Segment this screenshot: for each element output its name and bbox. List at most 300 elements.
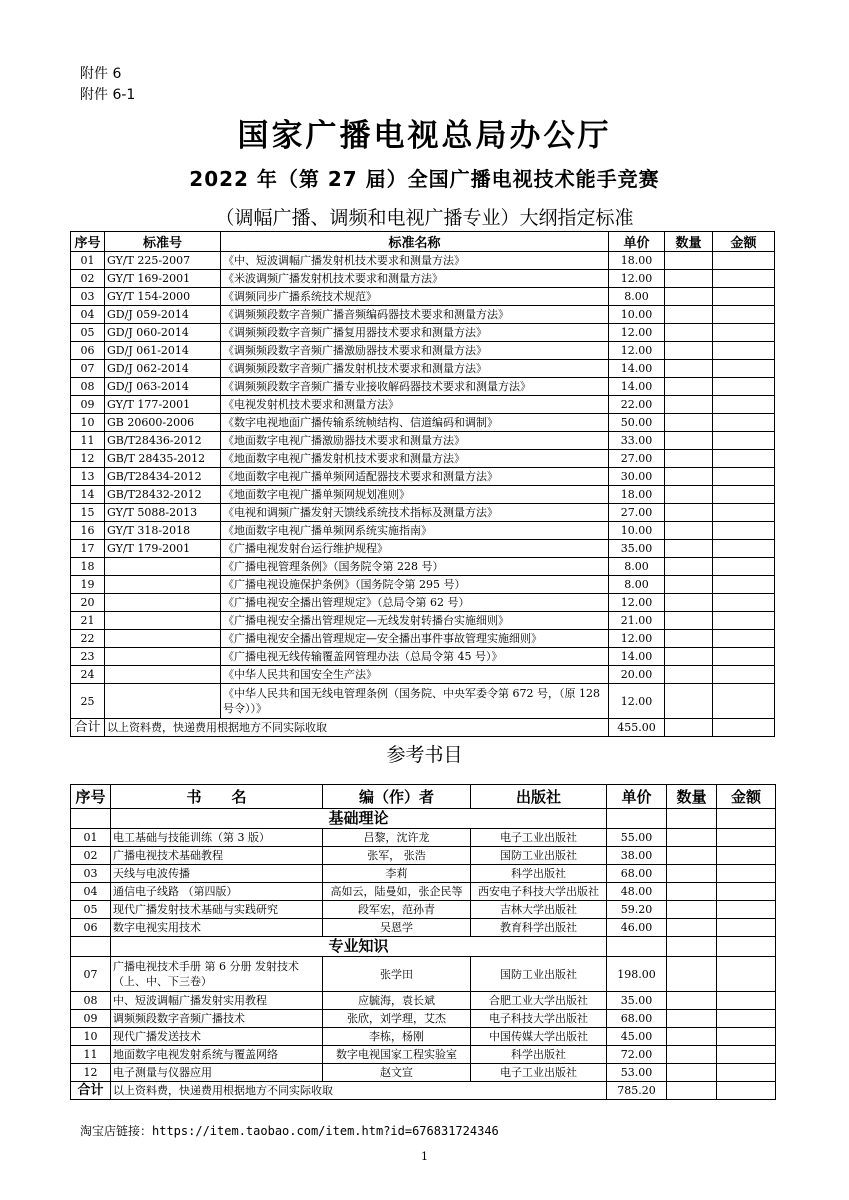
amount-cell [713,504,775,522]
table-row [71,666,775,684]
row-number: 09 [71,1010,111,1028]
header-cell: 单价 [607,785,667,809]
unit-price: 12.00 [609,342,665,360]
book-author: 高如云，陆曼如，张企民等 [323,883,471,901]
standard-code: GD/J 059-2014 [105,306,221,324]
empty-cell [607,937,667,957]
row-number: 11 [71,1046,111,1064]
unit-price: 22.00 [609,396,665,414]
standard-name: 《地面数字电视广播单频网系统实施指南》 [221,522,609,540]
empty-cell [71,809,111,829]
amount-cell [717,957,776,992]
standard-code: GY/T 318-2018 [105,522,221,540]
standard-code: GY/T 179-2001 [105,540,221,558]
standard-name: 《广播电视安全播出管理规定—安全播出事件事故管理实施细则》 [221,630,609,648]
quantity-cell [665,522,713,540]
amount-cell [717,901,776,919]
unit-price: 18.00 [609,252,665,270]
amount-cell [713,396,775,414]
book-publisher: 科学出版社 [471,1046,607,1064]
table-row [71,576,775,594]
amount-cell [717,847,776,865]
table-row [71,901,776,919]
standard-code: GY/T 169-2001 [105,270,221,288]
amount-cell [717,1028,776,1046]
row-number: 06 [71,342,105,360]
quantity-cell [665,594,713,612]
unit-price: 38.00 [607,847,667,865]
amount-cell [713,648,775,666]
standard-name: 《米波调频广播发射机技术要求和测量方法》 [221,270,609,288]
amount-cell [713,540,775,558]
table-row [71,324,775,342]
table-row [71,378,775,396]
amount-cell [713,630,775,648]
row-number: 07 [71,360,105,378]
row-number: 09 [71,396,105,414]
amount-cell [713,594,775,612]
standard-code: GD/J 062-2014 [105,360,221,378]
table-row [71,414,775,432]
book-author: 张学田 [323,957,471,992]
standard-code [105,558,221,576]
row-number: 10 [71,1028,111,1046]
quantity-cell [667,919,717,937]
total-value: 455.00 [609,719,665,737]
quantity-cell [665,288,713,306]
standard-name: 《调频频段数字音频广播音频编码器技术要求和测量方法》 [221,306,609,324]
row-number: 12 [71,1064,111,1082]
book-title: 现代广播发送技术 [111,1028,323,1046]
amount-cell [713,414,775,432]
table-row [71,486,775,504]
quantity-cell [665,486,713,504]
row-number: 17 [71,540,105,558]
book-publisher: 电子工业出版社 [471,1064,607,1082]
standard-name: 《广播电视发射台运行维护规程》 [221,540,609,558]
quantity-cell [665,252,713,270]
books-table [70,784,776,1100]
standard-name: 《地面数字电视广播激励器技术要求和测量方法》 [221,432,609,450]
amount-cell [713,450,775,468]
quantity-cell [667,1064,717,1082]
amount-cell [713,468,775,486]
amount-cell [713,558,775,576]
unit-price: 12.00 [609,684,665,719]
total-value: 785.20 [607,1082,667,1100]
standard-name: 《电视发射机技术要求和测量方法》 [221,396,609,414]
unit-price: 8.00 [609,558,665,576]
amount-cell [713,666,775,684]
book-title: 地面数字电视发射系统与覆盖网络 [111,1046,323,1064]
book-publisher: 科学出版社 [471,865,607,883]
books-header-row [71,785,776,809]
unit-price: 8.00 [609,576,665,594]
standard-name: 《广播电视安全播出管理规定》（总局令第 62 号） [221,594,609,612]
quantity-cell [667,992,717,1010]
quantity-cell [665,666,713,684]
row-number: 13 [71,468,105,486]
standard-code: GY/T 5088-2013 [105,504,221,522]
table-row [71,630,775,648]
quantity-cell [665,396,713,414]
row-number: 04 [71,306,105,324]
unit-price: 35.00 [609,540,665,558]
empty-cell [667,1082,717,1100]
unit-price: 8.00 [609,288,665,306]
row-number: 11 [71,432,105,450]
row-number: 25 [71,684,105,719]
row-number: 05 [71,901,111,919]
table-row [71,883,776,901]
book-title: 广播电视技术手册 第 6 分册 发射技术（上、中、下三卷） [111,957,323,992]
quantity-cell [665,306,713,324]
unit-price: 33.00 [609,432,665,450]
row-number: 14 [71,486,105,504]
quantity-cell [665,468,713,486]
amount-cell [713,432,775,450]
row-number: 18 [71,558,105,576]
standard-code [105,576,221,594]
quantity-cell [667,883,717,901]
table-row [71,468,775,486]
header-cell: 序号 [71,785,111,809]
quantity-cell [665,360,713,378]
empty-cell [71,937,111,957]
standard-name: 《调频同步广播系统技术规范》 [221,288,609,306]
standard-name: 《调频频段数字音频广播激励器技术要求和测量方法》 [221,342,609,360]
row-number: 07 [71,957,111,992]
row-number: 02 [71,847,111,865]
amount-cell [717,992,776,1010]
quantity-cell [665,612,713,630]
table-row [71,992,776,1010]
quantity-cell [665,432,713,450]
reference-title: 参考书目 [386,744,463,766]
unit-price: 14.00 [609,648,665,666]
table-row [71,360,775,378]
amount-cell [713,252,775,270]
total-label: 合计 [71,1082,111,1100]
unit-price: 68.00 [607,865,667,883]
empty-cell [717,1082,776,1100]
header-cell: 金额 [717,785,776,809]
standard-code: GB 20600-2006 [105,414,221,432]
table-row [71,919,776,937]
unit-price: 12.00 [609,270,665,288]
table-row [71,1046,776,1064]
book-author: 吴恩学 [323,919,471,937]
books-total-row [71,1082,776,1100]
table-row [71,558,775,576]
book-author: 段军宏，范孙青 [323,901,471,919]
empty-cell [717,809,776,829]
unit-price: 27.00 [609,450,665,468]
book-title: 现代广播发射技术基础与实践研究 [111,901,323,919]
attachment-sub-label: 附件 6-1 [80,87,136,103]
standard-name: 《地面数字电视广播单频网规划准则》 [221,486,609,504]
table-row [71,522,775,540]
row-number: 03 [71,865,111,883]
unit-price: 10.00 [609,522,665,540]
book-author: 数字电视国家工程实验室 [323,1046,471,1064]
page-subtitle-2: （调幅广播、调频和电视广播专业）大纲指定标准 [215,207,634,229]
standard-code [105,684,221,719]
book-publisher: 电子科技大学出版社 [471,1010,607,1028]
book-author: 赵文宣 [323,1064,471,1082]
standards-header-row [71,232,775,252]
row-number: 02 [71,270,105,288]
row-number: 01 [71,252,105,270]
standard-code [105,612,221,630]
standard-name: 《地面数字电视广播单频网适配器技术要求和测量方法》 [221,468,609,486]
table-row [71,432,775,450]
standards-total-row [71,719,775,737]
quantity-cell [665,414,713,432]
standards-table [70,231,775,737]
row-number: 24 [71,666,105,684]
book-title: 数字电视实用技术 [111,919,323,937]
table-row [71,829,776,847]
table-row [71,342,775,360]
table-row [71,306,775,324]
book-title: 中、短波调幅广播发射实用教程 [111,992,323,1010]
amount-cell [717,865,776,883]
table-row [71,847,776,865]
standard-name: 《广播电视管理条例》（国务院令第 228 号） [221,558,609,576]
book-publisher: 电子工业出版社 [471,829,607,847]
table-row [71,1028,776,1046]
standard-name: 《中华人民共和国安全生产法》 [221,666,609,684]
table-row [71,450,775,468]
quantity-cell [665,630,713,648]
book-publisher: 西安电子科技大学出版社 [471,883,607,901]
standard-code: GD/J 063-2014 [105,378,221,396]
header-cell: 编（作）者 [323,785,471,809]
book-author: 吕黎，沈许龙 [323,829,471,847]
unit-price: 53.00 [607,1064,667,1082]
standard-code: GD/J 060-2014 [105,324,221,342]
quantity-cell [665,558,713,576]
unit-price: 12.00 [609,594,665,612]
header-cell: 序号 [71,232,105,252]
book-title: 电工基础与技能训练（第 3 版） [111,829,323,847]
page-subtitle: 2022 年（第 27 届）全国广播电视技术能手竞赛 [189,167,660,191]
standard-name: 《电视和调频广播发射天馈线系统技术指标及测量方法》 [221,504,609,522]
table-row [71,684,775,719]
standard-name: 《广播电视无线传输覆盖网管理办法（总局令第 45 号）》 [221,648,609,666]
amount-cell [717,919,776,937]
page-title: 国家广播电视总局办公厅 [237,118,612,154]
table-row [71,252,775,270]
amount-cell [713,306,775,324]
unit-price: 45.00 [607,1028,667,1046]
empty-cell [665,719,713,737]
quantity-cell [665,648,713,666]
header-cell: 标准名称 [221,232,609,252]
book-publisher: 国防工业出版社 [471,957,607,992]
row-number: 01 [71,829,111,847]
table-row [71,396,775,414]
book-publisher: 吉林大学出版社 [471,901,607,919]
table-row [71,594,775,612]
unit-price: 14.00 [609,360,665,378]
standard-name: 《中、短波调幅广播发射机技术要求和测量方法》 [221,252,609,270]
row-number: 23 [71,648,105,666]
page-number: 1 [421,1150,428,1163]
unit-price: 72.00 [607,1046,667,1064]
amount-cell [713,360,775,378]
quantity-cell [665,270,713,288]
unit-price: 14.00 [609,378,665,396]
header-cell: 金额 [713,232,775,252]
book-title: 通信电子线路 （第四版） [111,883,323,901]
standard-name: 《地面数字电视广播发射机技术要求和测量方法》 [221,450,609,468]
row-number: 08 [71,992,111,1010]
standard-code: GB/T28434-2012 [105,468,221,486]
quantity-cell [667,1046,717,1064]
table-row [71,612,775,630]
attachment-label: 附件 6 [80,66,122,82]
row-number: 03 [71,288,105,306]
empty-cell [713,719,775,737]
total-label: 合计 [71,719,105,737]
row-number: 15 [71,504,105,522]
unit-price: 50.00 [609,414,665,432]
standard-code: GY/T 154-2000 [105,288,221,306]
amount-cell [713,378,775,396]
quantity-cell [667,847,717,865]
standard-name: 《广播电视安全播出管理规定—无线发射转播台实施细则》 [221,612,609,630]
amount-cell [713,288,775,306]
standard-name: 《调频频段数字音频广播复用器技术要求和测量方法》 [221,324,609,342]
quantity-cell [667,901,717,919]
table-row [71,270,775,288]
section-row [71,809,776,829]
amount-cell [713,270,775,288]
row-number: 12 [71,450,105,468]
standard-name: 《中华人民共和国无线电管理条例（国务院、中央军委令第 672 号，（原 128 号令））》 [221,684,609,719]
standard-name: 《调频频段数字音频广播专业接收解码器技术要求和测量方法》 [221,378,609,396]
unit-price: 12.00 [609,324,665,342]
book-author: 李栋，杨刚 [323,1028,471,1046]
quantity-cell [667,1010,717,1028]
amount-cell [713,486,775,504]
amount-cell [717,829,776,847]
header-cell: 数量 [665,232,713,252]
header-cell: 标准号 [105,232,221,252]
unit-price: 46.00 [607,919,667,937]
unit-price: 55.00 [607,829,667,847]
standard-code [105,666,221,684]
amount-cell [717,1010,776,1028]
standard-code: GB/T 28435-2012 [105,450,221,468]
section-row [71,937,776,957]
unit-price: 30.00 [609,468,665,486]
amount-cell [717,1046,776,1064]
unit-price: 18.00 [609,486,665,504]
row-number: 08 [71,378,105,396]
row-number: 06 [71,919,111,937]
unit-price: 198.00 [607,957,667,992]
standard-code: GY/T 225-2007 [105,252,221,270]
standard-code: GY/T 177-2001 [105,396,221,414]
row-number: 19 [71,576,105,594]
book-publisher: 国防工业出版社 [471,847,607,865]
shop-link[interactable]: 淘宝店链接：https://item.taobao.com/item.htm?id=676831724346 [80,1124,499,1138]
standard-code [105,648,221,666]
unit-price: 27.00 [609,504,665,522]
standard-code [105,594,221,612]
row-number: 05 [71,324,105,342]
table-row [71,540,775,558]
unit-price: 21.00 [609,612,665,630]
book-title: 广播电视技术基础教程 [111,847,323,865]
total-note: 以上资料费，快递费用根据地方不同实际收取 [105,719,609,737]
quantity-cell [665,342,713,360]
table-row [71,288,775,306]
section-heading: 基础理论 [111,809,607,829]
book-author: 李莉 [323,865,471,883]
book-author: 张欣，刘学理，艾杰 [323,1010,471,1028]
empty-cell [607,809,667,829]
empty-cell [667,809,717,829]
quantity-cell [667,865,717,883]
table-row [71,1010,776,1028]
unit-price: 59.20 [607,901,667,919]
amount-cell [713,612,775,630]
empty-cell [667,937,717,957]
row-number: 20 [71,594,105,612]
row-number: 10 [71,414,105,432]
standard-code: GB/T28436-2012 [105,432,221,450]
standard-code: GD/J 061-2014 [105,342,221,360]
amount-cell [717,883,776,901]
book-author: 张军， 张浩 [323,847,471,865]
amount-cell [713,684,775,719]
quantity-cell [667,1028,717,1046]
unit-price: 10.00 [609,306,665,324]
quantity-cell [667,829,717,847]
unit-price: 12.00 [609,630,665,648]
unit-price: 35.00 [607,992,667,1010]
quantity-cell [665,576,713,594]
standard-name: 《调频频段数字音频广播发射机技术要求和测量方法》 [221,360,609,378]
quantity-cell [665,378,713,396]
row-number: 16 [71,522,105,540]
header-cell: 数量 [667,785,717,809]
unit-price: 48.00 [607,883,667,901]
section-heading: 专业知识 [111,937,607,957]
quantity-cell [665,684,713,719]
quantity-cell [665,504,713,522]
book-author: 应毓海，袁长斌 [323,992,471,1010]
table-row [71,504,775,522]
book-title: 电子测量与仪器应用 [111,1064,323,1082]
row-number: 04 [71,883,111,901]
quantity-cell [665,324,713,342]
total-note: 以上资料费，快递费用根据地方不同实际收取 [111,1082,607,1100]
amount-cell [713,342,775,360]
amount-cell [717,1064,776,1082]
header-cell: 单价 [609,232,665,252]
unit-price: 20.00 [609,666,665,684]
standard-code [105,630,221,648]
header-cell: 书 名 [111,785,323,809]
book-publisher: 教育科学出版社 [471,919,607,937]
standard-name: 《广播电视设施保护条例》（国务院令第 295 号） [221,576,609,594]
book-publisher: 中国传媒大学出版社 [471,1028,607,1046]
